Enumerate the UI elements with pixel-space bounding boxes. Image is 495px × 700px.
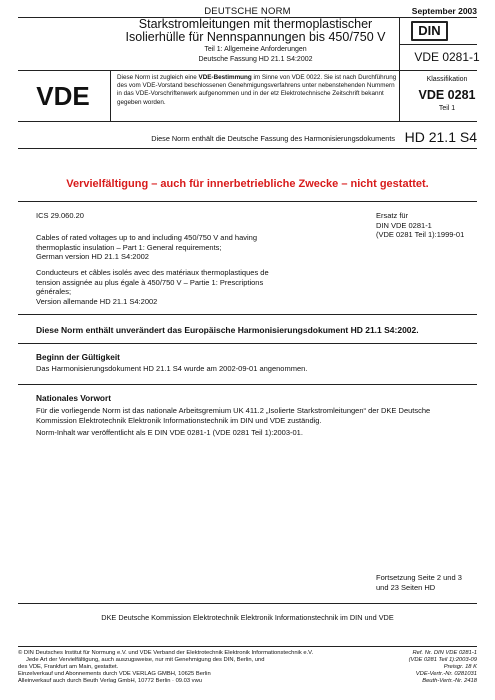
- notice-prefix: Diese Norm ist zugleich eine: [117, 74, 199, 81]
- logo-divider: [110, 70, 111, 121]
- validity-rule: [18, 384, 477, 385]
- english-title: [36, 233, 326, 262]
- reference-line: (VDE 0281 Teil 1):2003-09: [408, 656, 477, 663]
- titles-rule: [18, 314, 477, 315]
- copyright-notice: [18, 650, 358, 685]
- norm-series: DEUTSCHE NORM: [204, 6, 291, 17]
- copyright-line: Jede Art der Vervielfältigung, auch auszugsweise, nur mit Genehmigung des DIN, Berlin, und: [26, 656, 265, 663]
- french-title-line: Version allemande HD 21.1 S4:2002: [36, 296, 158, 306]
- copyright-line: Alleinverkauf auch durch Beuth Verlag GmbH, 10772 Berlin · 09.03 vwu: [18, 677, 202, 684]
- statement-rule: [18, 343, 477, 344]
- hd-statement: Diese Norm enthält die Deutsche Fassung des Harmonisierungsdokuments: [151, 134, 395, 143]
- reference-line: Preisgr. 18 K: [443, 663, 477, 670]
- hd-rule: [18, 148, 477, 149]
- reference-line: VDE-Vertr.-Nr. 0281031: [415, 670, 477, 677]
- english-title-line: Cables of rated voltages up to and including 450/750 V and having: [36, 233, 257, 242]
- english-title-line: German version HD 21.1 S4:2002: [36, 252, 149, 261]
- copyright-line: des VDE, Frankfurt am Main, gestattet.: [18, 663, 119, 670]
- french-title: [36, 268, 336, 306]
- din-number: VDE 0281-1: [414, 50, 480, 64]
- title-sub-2: Deutsche Fassung HD 21.1 S4:2002: [198, 56, 313, 63]
- classification-code: VDE 0281: [418, 88, 476, 102]
- foreword-paragraph: [36, 406, 476, 425]
- vde-logo-text: VDE: [36, 81, 90, 111]
- replacement-info: [376, 211, 464, 240]
- notice-rest: im Sinne von VDE 0022. Sie ist nach Durchführung des vom VDE-Vorstand beschlossenen Genehmigungsverfahrens unter nebenstehenden Nummern in das VDE-Vorschriftenwerk aufgenommen und in der etz Elektrotechnische Zeitschrift bekannt gegeben worden.: [117, 74, 397, 106]
- title-sub-1: Teil 1: Allgemeine Anforderungen: [204, 46, 307, 53]
- vde-logo: [24, 81, 102, 111]
- dke-top-rule: [18, 603, 477, 604]
- title-line-1: Starkstromleitungen mit thermoplastischer: [138, 17, 373, 31]
- notice-bold: VDE-Bestimmung: [198, 74, 252, 81]
- reference-info: [357, 650, 477, 685]
- foreword-line: Für die vorliegende Norm ist das nationale Arbeitsgremium UK 411.2 „Isolierte Starkstromleitungen“ der DKE Deutsche: [36, 406, 431, 415]
- din-rule: [399, 44, 477, 45]
- ersatz-line: DIN VDE 0281-1: [376, 220, 432, 230]
- warning-rule: [18, 201, 477, 202]
- hd-adoption-statement: Diese Norm enthält unverändert das Europäische Harmonisierungsdokument HD 21.1 S4:2002.: [36, 325, 419, 335]
- classification-part: Teil 1: [438, 105, 456, 112]
- english-title-line: thermoplastic insulation – Part 1: General requirements;: [36, 242, 222, 252]
- copyright-line: Einzelverkauf und Abonnements durch VDE VERLAG GMBH, 10625 Berlin: [18, 670, 211, 677]
- foreword-line: Kommission Elektrotechnik Elektronik Informationstechnik im DIN und VDE zuständig.: [36, 415, 322, 425]
- classification-label: Klassifikation: [426, 76, 468, 83]
- vde-notice: [117, 74, 397, 107]
- ersatz-line: (VDE 0281 Teil 1):1999-01: [376, 230, 465, 239]
- din-logo: DIN: [411, 21, 448, 41]
- hd-number: HD 21.1 S4: [404, 129, 477, 145]
- reference-line: Ref. Nr. DIN VDE 0281-1: [412, 650, 477, 656]
- title-line-2: Isolierhülle für Nennspannungen bis 450/750 V: [125, 30, 386, 44]
- french-title-line: tension assignée au plus égale à 450/750 V – Partie 1: Prescriptions: [36, 277, 264, 287]
- document-title: [118, 18, 393, 64]
- copy-warning: Vervielfältigung – auch für innerbetriebliche Zwecke – nicht gestattet.: [66, 178, 429, 190]
- publication-date: September 2003: [411, 6, 477, 16]
- title-rule: [18, 70, 477, 71]
- french-title-line: générales;: [36, 287, 72, 296]
- reference-line: Beuth-Vertr.-Nr. 2418: [422, 677, 477, 684]
- continuation-line: und 23 Seiten HD: [376, 583, 436, 592]
- ersatz-line: Ersatz für: [376, 211, 409, 220]
- french-title-line: Conducteurs et câbles isolés avec des matériaux thermoplastiques de: [36, 268, 269, 277]
- footer-rule: [18, 646, 477, 647]
- notice-rule: [18, 121, 477, 122]
- copyright-line: © DIN Deutsches Institut für Normung e.V. und VDE Verband der Elektrotechnik Elektronik Informationstechnik e.V.: [18, 650, 314, 656]
- ics-code: ICS 29.060.20: [36, 211, 84, 220]
- validity-heading: Beginn der Gültigkeit: [36, 352, 120, 362]
- foreword-heading: Nationales Vorwort: [36, 393, 111, 403]
- dke-committee: DKE Deutsche Kommission Elektrotechnik Elektronik Informationstechnik im DIN und VDE: [101, 613, 394, 622]
- validity-text: Das Harmonisierungsdokument HD 21.1 S4 wurde am 2002-09-01 angenommen.: [36, 364, 308, 373]
- continuation-line: Fortsetzung Seite 2 und 3: [376, 573, 462, 582]
- foreword-draft-note: Norm-Inhalt war veröffentlicht als E DIN VDE 0281-1 (VDE 0281 Teil 1):2003-01.: [36, 428, 303, 437]
- page-continuation: [376, 573, 462, 593]
